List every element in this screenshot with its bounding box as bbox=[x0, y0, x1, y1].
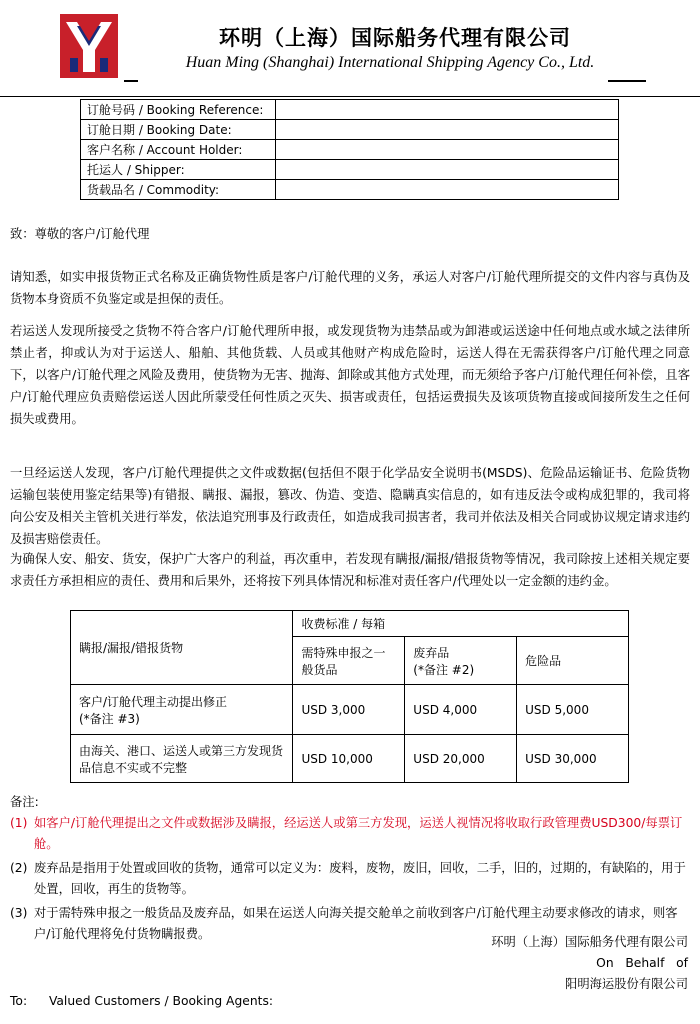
note-number: (3) bbox=[10, 906, 28, 920]
paragraph-1: 请知悉，如实申报货物正式名称及正确货物性质是客户/订舱代理的义务，承运人对客户/订舱代理所提交的文件内容与真伪及货物本身资质不负鉴定或是担保的责任。 bbox=[10, 270, 690, 306]
signature-principal: 阳明海运股份有限公司 bbox=[565, 977, 688, 991]
booking-row bbox=[81, 160, 619, 180]
fee-row-label: 由海关、港口、运送人或第三方发现货品信息不实或不完整 bbox=[71, 735, 293, 783]
fee-row-label: 客户/订舱代理主动提出修正 (*备注 #3) bbox=[71, 685, 293, 735]
header-rule-right bbox=[608, 80, 646, 82]
footer-to bbox=[10, 994, 273, 1008]
booking-info-table bbox=[80, 99, 619, 200]
note-text: 如客户/订舱代理提出之文件或数据涉及瞒报，经运送人或第三方发现，运送人视情况将收取行政管理费USD300/每票订舱。 bbox=[34, 816, 683, 851]
paragraph-4: 为确保人安、船安、货安，保护广大客户的利益，再次重申，若发现有瞒报/漏报/错报货物等情况，我司除按上述相关规定要求责任方承担相应的责任、费用和后果外，还将按下列具体情况和标准对责任客户/代理处以一定金额的违约金。 bbox=[10, 552, 690, 588]
booking-value bbox=[276, 140, 619, 160]
fee-row bbox=[71, 685, 629, 735]
booking-value bbox=[276, 160, 619, 180]
company-logo bbox=[60, 14, 118, 78]
note-item bbox=[10, 858, 690, 900]
booking-label: 托运人 / Shipper: bbox=[81, 160, 276, 180]
fee-col-header: 危险品 bbox=[517, 637, 629, 685]
salutation: 致：尊敬的客户/订舱代理 bbox=[10, 227, 150, 241]
note-item bbox=[10, 813, 690, 855]
booking-value bbox=[276, 120, 619, 140]
company-name-en: Huan Ming (Shanghai) International Shipping Agency Co., Ltd. bbox=[185, 54, 595, 71]
footer-to-label: To: bbox=[10, 994, 28, 1008]
fee-cell: USD 20,000 bbox=[405, 735, 517, 783]
fee-cell: USD 30,000 bbox=[517, 735, 629, 783]
booking-row bbox=[81, 180, 619, 200]
note-number: (1) bbox=[10, 816, 28, 830]
fee-cell: USD 10,000 bbox=[293, 735, 405, 783]
fee-col-header: 废弃品 (*备注 #2) bbox=[405, 637, 517, 685]
paragraph-2: 若运送人发现所接受之货物不符合客户/订舱代理所申报，或发现货物为违禁品或为卸港或运送途中任何地点或水域之法律所禁止者，抑或认为对于运送人、船舶、其他货载、人员或其他财产构成危险时，运送人得在无需获得客户/订舱代理之同意下，以客户/订舱代理之风险及费用，使货物为无害、抛海、卸除或其他方式处理，而无须给予客户/订舱代理任何补偿，且客户/订舱代理应负责赔偿运送人因此所蒙受任何性质之灭失、损害或责任，包括运费损失及该项货物直接或间接所发生之任何损失或费用。 bbox=[10, 324, 690, 426]
penalty-fee-table bbox=[70, 610, 629, 783]
header-divider bbox=[0, 96, 700, 97]
fee-row bbox=[71, 735, 629, 783]
fee-row-header-title: 瞒报/漏报/错报货物 bbox=[71, 611, 293, 685]
fee-cell: USD 3,000 bbox=[293, 685, 405, 735]
booking-row bbox=[81, 100, 619, 120]
booking-label: 客户名称 / Account Holder: bbox=[81, 140, 276, 160]
booking-label: 订舱日期 / Booking Date: bbox=[81, 120, 276, 140]
booking-value bbox=[276, 180, 619, 200]
notes-title: 备注: bbox=[10, 795, 39, 809]
footer-to-value: Valued Customers / Booking Agents: bbox=[48, 994, 273, 1008]
booking-label: 订舱号码 / Booking Reference: bbox=[81, 100, 276, 120]
fee-cell: USD 4,000 bbox=[405, 685, 517, 735]
header-rule-left bbox=[124, 80, 138, 82]
fee-cell: USD 5,000 bbox=[517, 685, 629, 735]
note-text: 对于需特殊申报之一般货品及废弃品，如果在运送人向海关提交舱单之前收到客户/订舱代理主动要求修改的请求，则客户/订舱代理将免付货物瞒报费。 bbox=[34, 906, 678, 941]
fee-group-header: 收费标准 / 每箱 bbox=[293, 611, 629, 637]
signature-company-cn: 环明（上海）国际船务代理有限公司 bbox=[491, 935, 688, 949]
company-name-cn: 环明（上海）国际船务代理有限公司 bbox=[219, 25, 571, 50]
booking-value bbox=[276, 100, 619, 120]
signature-block bbox=[491, 932, 688, 995]
signature-on-behalf: On Behalf of bbox=[596, 956, 688, 970]
note-text: 废弃品是指用于处置或回收的货物，通常可以定义为：废料，废物，废旧，回收，二手，旧的，过期的，有缺陷的，用于处置，回收，再生的货物等。 bbox=[34, 861, 686, 896]
booking-row bbox=[81, 140, 619, 160]
fee-col-header: 需特殊申报之一般货品 bbox=[293, 637, 405, 685]
paragraph-3: 一旦经运送人发现，客户/订舱代理提供之文件或数据(包括但不限于化学品安全说明书(MSDS)、危险品运输证书、危险货物运输包装使用鉴定结果等)有错报、瞒报、漏报，篡改、伪造、变造、隐瞒真实信息的，如有违反法令或构成犯罪的，我司将向公安及相关主管机关进行举发，依法追究刑事及行政责任，如造成我司损害者，我司并依法及相关合同或协议规定请求违约及损害赔偿责任。 bbox=[10, 466, 690, 546]
notes-section bbox=[10, 792, 690, 945]
booking-row bbox=[81, 120, 619, 140]
ym-logo-icon bbox=[60, 14, 118, 78]
booking-label: 货载品名 / Commodity: bbox=[81, 180, 276, 200]
note-number: (2) bbox=[10, 861, 28, 875]
